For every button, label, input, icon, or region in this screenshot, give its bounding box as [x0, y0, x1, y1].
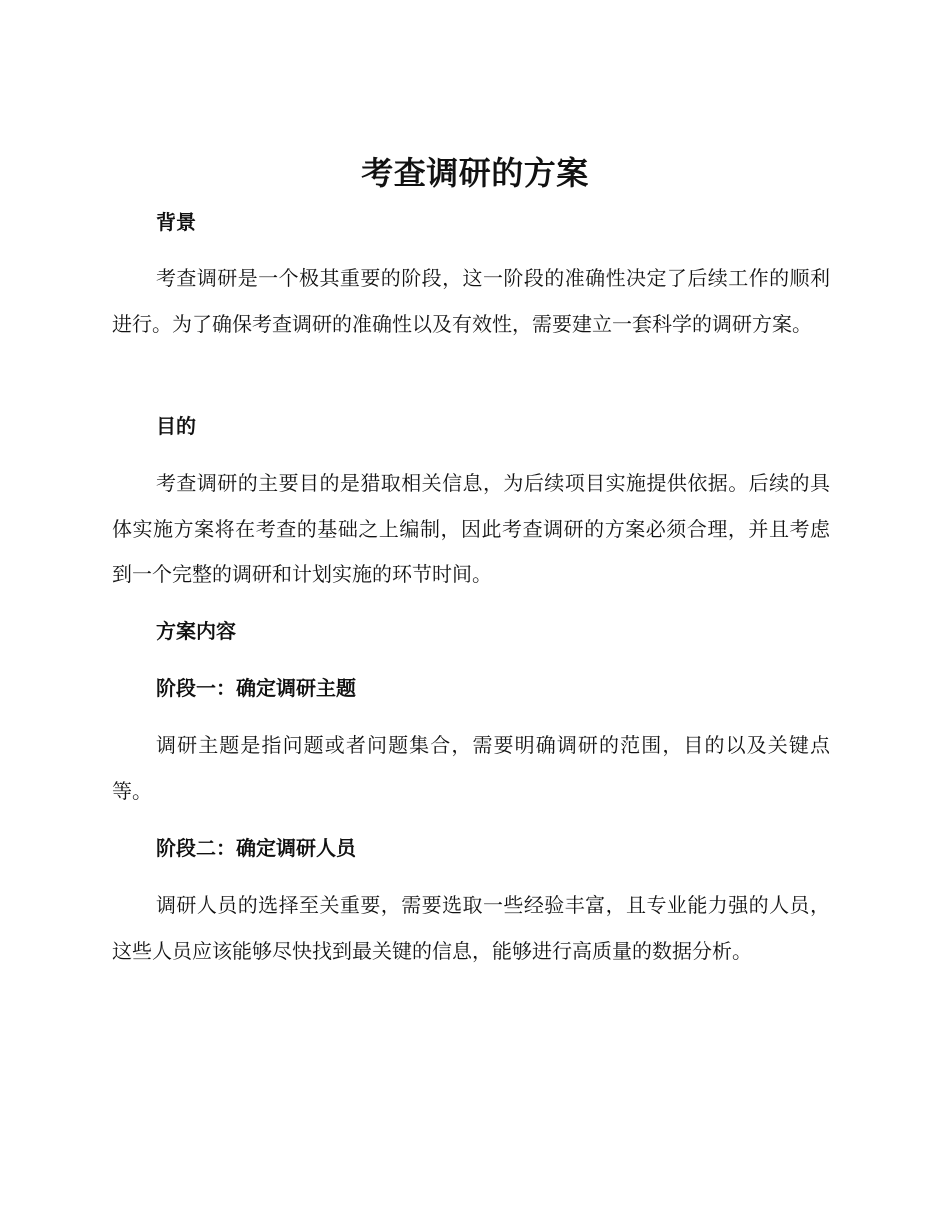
section-heading-stage1: 阶段一：确定调研主题 [156, 676, 356, 700]
document-title: 考查调研的方案 [361, 154, 589, 192]
section-heading-purpose: 目的 [156, 414, 196, 438]
section-heading-stage2: 阶段二：确定调研人员 [156, 836, 356, 860]
section-body-background: 考查调研是一个极其重要的阶段，这一阶段的准确性决定了后续工作的顺利进行。为了确保考查调研的准确性以及有效性，需要建立一套科学的调研方案。 [112, 266, 830, 336]
section-body-stage2: 调研人员的选择至关重要，需要选取一些经验丰富，且专业能力强的人员，这些人员应该能够尽快找到最关键的信息，能够进行高质量的数据分析。 [112, 893, 830, 963]
section-heading-content: 方案内容 [156, 619, 236, 643]
section-body-purpose: 考查调研的主要目的是猎取相关信息，为后续项目实施提供依据。后续的具体实施方案将在考查的基础之上编制，因此考查调研的方案必须合理，并且考虑到一个完整的调研和计划实施的环节时间。 [112, 471, 830, 586]
section-heading-background: 背景 [156, 210, 196, 234]
section-body-stage1: 调研主题是指问题或者问题集合，需要明确调研的范围，目的以及关键点等。 [112, 733, 830, 803]
